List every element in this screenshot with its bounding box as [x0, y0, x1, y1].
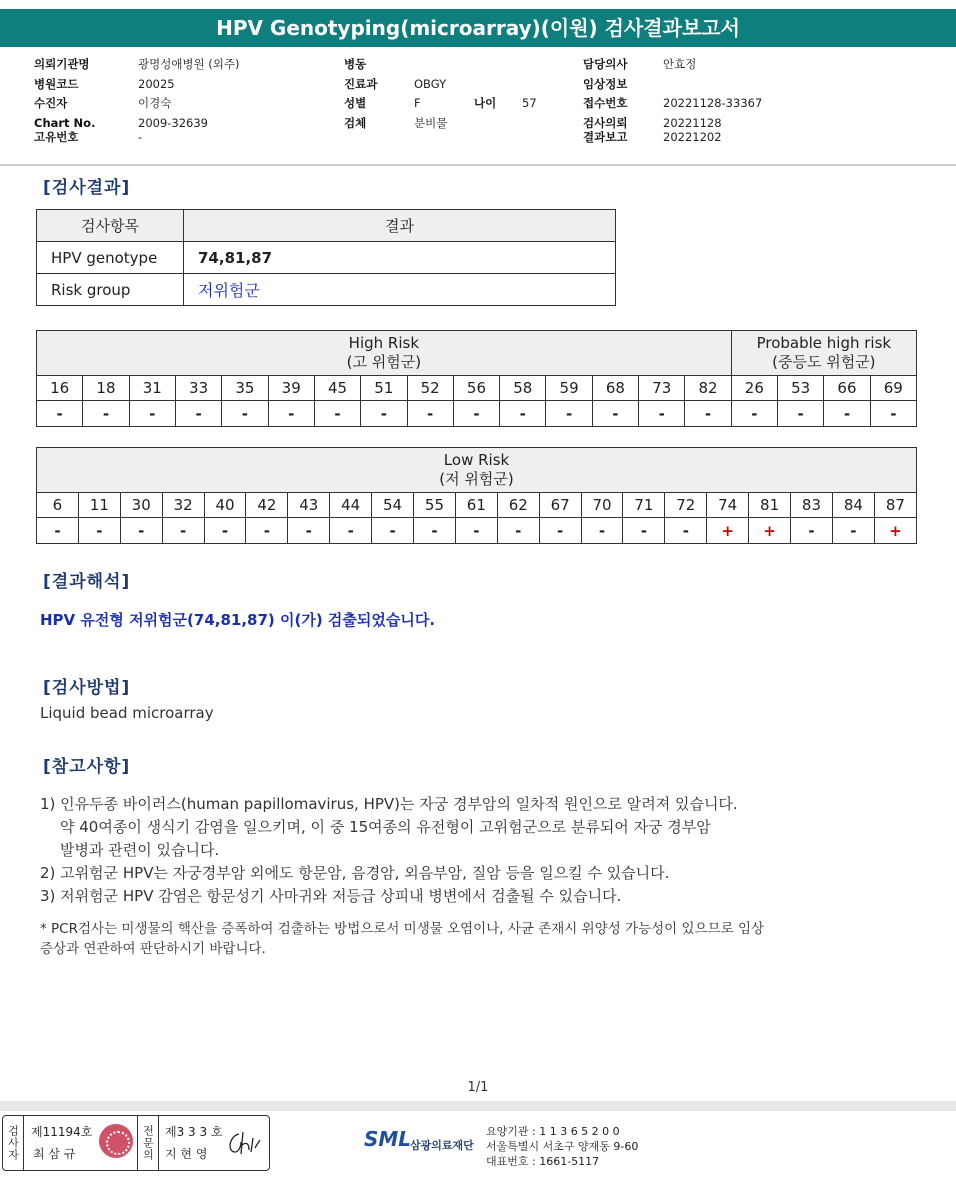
genotype-result: - — [129, 401, 175, 427]
role-text: 전문의 — [141, 1125, 155, 1161]
genotype-label: 35 — [222, 376, 268, 401]
genotype-label: 51 — [361, 376, 407, 401]
role-label-specialist — [137, 1116, 159, 1170]
name-tester: 최 삼 규 — [33, 1147, 76, 1161]
info-label: 의뢰기관명 — [34, 57, 90, 71]
info-row — [34, 55, 240, 75]
genotype-result: - — [824, 401, 870, 427]
genotype-result: - — [37, 401, 83, 427]
high-risk-grid — [36, 330, 917, 427]
info-value: F — [414, 96, 421, 110]
genotype-result: - — [453, 401, 499, 427]
header-item: 검사항목 — [37, 210, 184, 242]
genotype-label: 54 — [372, 493, 414, 518]
genotype-result: - — [78, 518, 120, 544]
age-value: 57 — [522, 96, 537, 110]
seal-stamp-icon — [99, 1124, 133, 1158]
reference-notes — [40, 793, 738, 908]
genotype-result: - — [414, 518, 456, 544]
genotype-result: - — [222, 401, 268, 427]
probable-risk-subtitle: (중등도 위험군) — [772, 353, 876, 371]
genotype-result: - — [330, 518, 372, 544]
genotype-result: - — [314, 401, 360, 427]
genotype-label: 45 — [314, 376, 360, 401]
genotype-label: 87 — [874, 493, 916, 518]
genotype-result: - — [685, 401, 731, 427]
genotype-label: 61 — [455, 493, 497, 518]
genotype-label: 71 — [623, 493, 665, 518]
result-table — [36, 209, 616, 306]
genotype-result: + — [707, 518, 749, 544]
genotype-result: - — [120, 518, 162, 544]
info-value: 분비물 — [414, 115, 448, 130]
genotype-label: 68 — [592, 376, 638, 401]
info-label: Chart No. — [34, 115, 96, 130]
info-label: 검사의뢰 — [583, 115, 628, 130]
genotype-result: - — [500, 401, 546, 427]
info-label: 병원코드 — [34, 76, 79, 91]
info-label: 수진자 — [34, 96, 68, 110]
footer-address — [486, 1124, 638, 1169]
info-label: 진료과 — [344, 76, 378, 91]
genotype-result: - — [37, 518, 79, 544]
genotype-label: 11 — [78, 493, 120, 518]
genotype-label: 44 — [330, 493, 372, 518]
row-result: 저위험군 — [184, 274, 616, 306]
genotype-result: - — [175, 401, 221, 427]
genotype-label: 31 — [129, 376, 175, 401]
low-risk-title: Low Risk — [443, 451, 510, 469]
genotype-result: - — [731, 401, 777, 427]
address-line: 서울특별시 서초구 양재동 9-60 — [486, 1140, 639, 1153]
genotype-label: 84 — [832, 493, 874, 518]
info-row — [344, 55, 537, 75]
genotype-result: - — [581, 518, 623, 544]
info-row — [583, 94, 762, 114]
genotype-label: 83 — [791, 493, 833, 518]
genotype-label: 30 — [120, 493, 162, 518]
genotype-result: - — [497, 518, 539, 544]
info-row — [583, 128, 762, 148]
table-row — [37, 274, 616, 306]
genotype-label: 18 — [83, 376, 129, 401]
genotype-result: - — [539, 518, 581, 544]
genotype-label: 62 — [497, 493, 539, 518]
note-line: 3) 저위험군 HPV 감염은 항문성기 사마귀와 저등급 상피내 병변에서 검출될 수 있습니다. — [40, 887, 622, 905]
low-risk-subtitle: (저 위험군) — [439, 470, 514, 488]
low-risk-grid — [36, 447, 917, 544]
info-label: 접수번호 — [583, 96, 628, 110]
footnote-line: * PCR검사는 미생물의 핵산을 증폭하여 검출하는 방법으로서 미생물 오염이나, 사균 존재시 위양성 가능성이 있으므로 임상 — [40, 921, 765, 937]
report-title: HPV Genotyping(microarray)(이원) 검사결과보고서 — [0, 9, 956, 47]
signature-icon — [225, 1128, 261, 1158]
info-value: 20221202 — [663, 130, 722, 144]
info-row — [344, 114, 537, 134]
age-label: 나이 — [474, 96, 497, 110]
genotype-result: - — [623, 518, 665, 544]
info-label: 성별 — [344, 96, 367, 110]
role-label-tester — [3, 1116, 24, 1170]
probable-risk-header — [731, 331, 916, 376]
genotype-label: 42 — [246, 493, 288, 518]
info-label: 결과보고 — [583, 130, 628, 144]
section-heading-interpretation: [결과해석] — [43, 572, 131, 592]
info-label: 병동 — [344, 57, 367, 71]
note-line: 1) 인유두종 바이러스(human papillomavirus, HPV)는 자궁 경부암의 일차적 원인으로 알려져 있습니다. — [40, 795, 738, 813]
info-value: 20025 — [138, 76, 175, 91]
genotype-result: - — [246, 518, 288, 544]
section-heading-method: [검사방법] — [43, 678, 131, 698]
info-row — [583, 75, 762, 95]
genotype-label: 6 — [37, 493, 79, 518]
genotype-result: - — [268, 401, 314, 427]
genotype-label: 55 — [414, 493, 456, 518]
patient-info-col2 — [344, 55, 537, 133]
genotype-label: 52 — [407, 376, 453, 401]
genotype-result: - — [546, 401, 592, 427]
genotype-label: 56 — [453, 376, 499, 401]
info-value: 20221128 — [663, 115, 722, 130]
info-value: 2009-32639 — [138, 115, 208, 130]
low-risk-header — [37, 448, 917, 493]
genotype-label: 69 — [870, 376, 916, 401]
genotype-result: + — [874, 518, 916, 544]
patient-info-col1 — [34, 55, 240, 148]
logo-mark: SML — [364, 1127, 412, 1151]
genotype-label: 82 — [685, 376, 731, 401]
row-item: HPV genotype — [37, 242, 184, 274]
genotype-result: - — [361, 401, 407, 427]
genotype-result: - — [639, 401, 685, 427]
genotype-label: 32 — [162, 493, 204, 518]
genotype-result: - — [791, 518, 833, 544]
institution-code: 요양기관 : 1 1 3 6 5 2 0 0 — [486, 1125, 620, 1138]
signature-box — [2, 1115, 270, 1171]
high-risk-title: High Risk — [348, 334, 420, 352]
genotype-label: 40 — [204, 493, 246, 518]
genotype-result: - — [288, 518, 330, 544]
info-row — [344, 75, 537, 95]
probable-risk-title: Probable high risk — [756, 334, 892, 352]
genotype-result: + — [749, 518, 791, 544]
genotype-label: 81 — [749, 493, 791, 518]
high-risk-subtitle: (고 위험군) — [346, 353, 422, 371]
license-tester: 제11194호 — [31, 1125, 93, 1139]
info-label: 임상정보 — [583, 76, 628, 91]
genotype-label: 58 — [500, 376, 546, 401]
row-result: 74,81,87 — [184, 242, 616, 274]
note-line: 약 40여종이 생식기 감염을 일으키며, 이 중 15여종의 유전형이 고위험군으로 분류되어 자궁 경부암 — [60, 818, 711, 836]
info-value: 이경숙 — [138, 96, 172, 110]
genotype-result: - — [204, 518, 246, 544]
genotype-result: - — [778, 401, 824, 427]
info-value: - — [138, 130, 143, 144]
footer-divider — [0, 1101, 956, 1111]
table-header-row — [37, 210, 616, 242]
info-value: 20221128-33367 — [663, 96, 763, 110]
name-specialist: 지 현 영 — [165, 1147, 208, 1161]
genotype-label: 67 — [539, 493, 581, 518]
info-row — [344, 94, 537, 114]
genotype-label: 43 — [288, 493, 330, 518]
genotype-result: - — [665, 518, 707, 544]
license-specialist: 제3 3 3 호 — [165, 1125, 223, 1139]
genotype-result: - — [83, 401, 129, 427]
org-name: 삼광의료재단 — [410, 1139, 474, 1152]
genotype-result: - — [455, 518, 497, 544]
interpretation-text: HPV 유전형 저위험군(74,81,87) 이(가) 검출되었습니다. — [40, 611, 436, 629]
info-row — [34, 128, 240, 148]
genotype-result: - — [162, 518, 204, 544]
genotype-label: 74 — [707, 493, 749, 518]
high-risk-header — [37, 331, 732, 376]
section-heading-reference: [참고사항] — [43, 757, 131, 777]
page-number: 1/1 — [467, 1080, 489, 1095]
table-row — [37, 242, 616, 274]
genotype-result: - — [592, 401, 638, 427]
info-label: 담당의사 — [583, 57, 628, 71]
genotype-label: 39 — [268, 376, 314, 401]
info-label: 검체 — [344, 115, 367, 130]
info-value: 광명성애병원 (외주) — [138, 57, 240, 71]
info-row — [34, 94, 240, 114]
genotype-result: - — [407, 401, 453, 427]
header-result: 결과 — [184, 210, 616, 242]
genotype-label: 72 — [665, 493, 707, 518]
genotype-label: 70 — [581, 493, 623, 518]
genotype-result: - — [372, 518, 414, 544]
genotype-label: 53 — [778, 376, 824, 401]
genotype-result: - — [832, 518, 874, 544]
info-value: 안효정 — [663, 57, 697, 71]
genotype-label: 26 — [731, 376, 777, 401]
genotype-label: 33 — [175, 376, 221, 401]
info-label: 고유번호 — [34, 130, 79, 144]
info-row — [583, 55, 762, 75]
genotype-label: 59 — [546, 376, 592, 401]
phone-line: 대표번호 : 1661-5117 — [486, 1155, 600, 1168]
patient-info-col3 — [583, 55, 762, 148]
note-line: 발병과 관련이 있습니다. — [60, 841, 220, 859]
pcr-footnote — [40, 919, 764, 959]
genotype-result: - — [870, 401, 916, 427]
section-heading-result: [검사결과] — [43, 178, 131, 198]
footnote-line: 증상과 연관하여 판단하시기 바랍니다. — [40, 941, 266, 957]
header-divider — [0, 164, 956, 166]
info-row — [34, 75, 240, 95]
row-item: Risk group — [37, 274, 184, 306]
genotype-label: 73 — [639, 376, 685, 401]
sml-logo — [364, 1123, 484, 1163]
genotype-label: 66 — [824, 376, 870, 401]
role-text: 검사자 — [6, 1125, 20, 1161]
note-line: 2) 고위험군 HPV는 자궁경부암 외에도 항문암, 음경암, 외음부암, 질암 등을 일으킬 수 있습니다. — [40, 864, 670, 882]
info-value: OBGY — [414, 76, 447, 91]
genotype-label: 16 — [37, 376, 83, 401]
method-text: Liquid bead microarray — [40, 704, 214, 722]
